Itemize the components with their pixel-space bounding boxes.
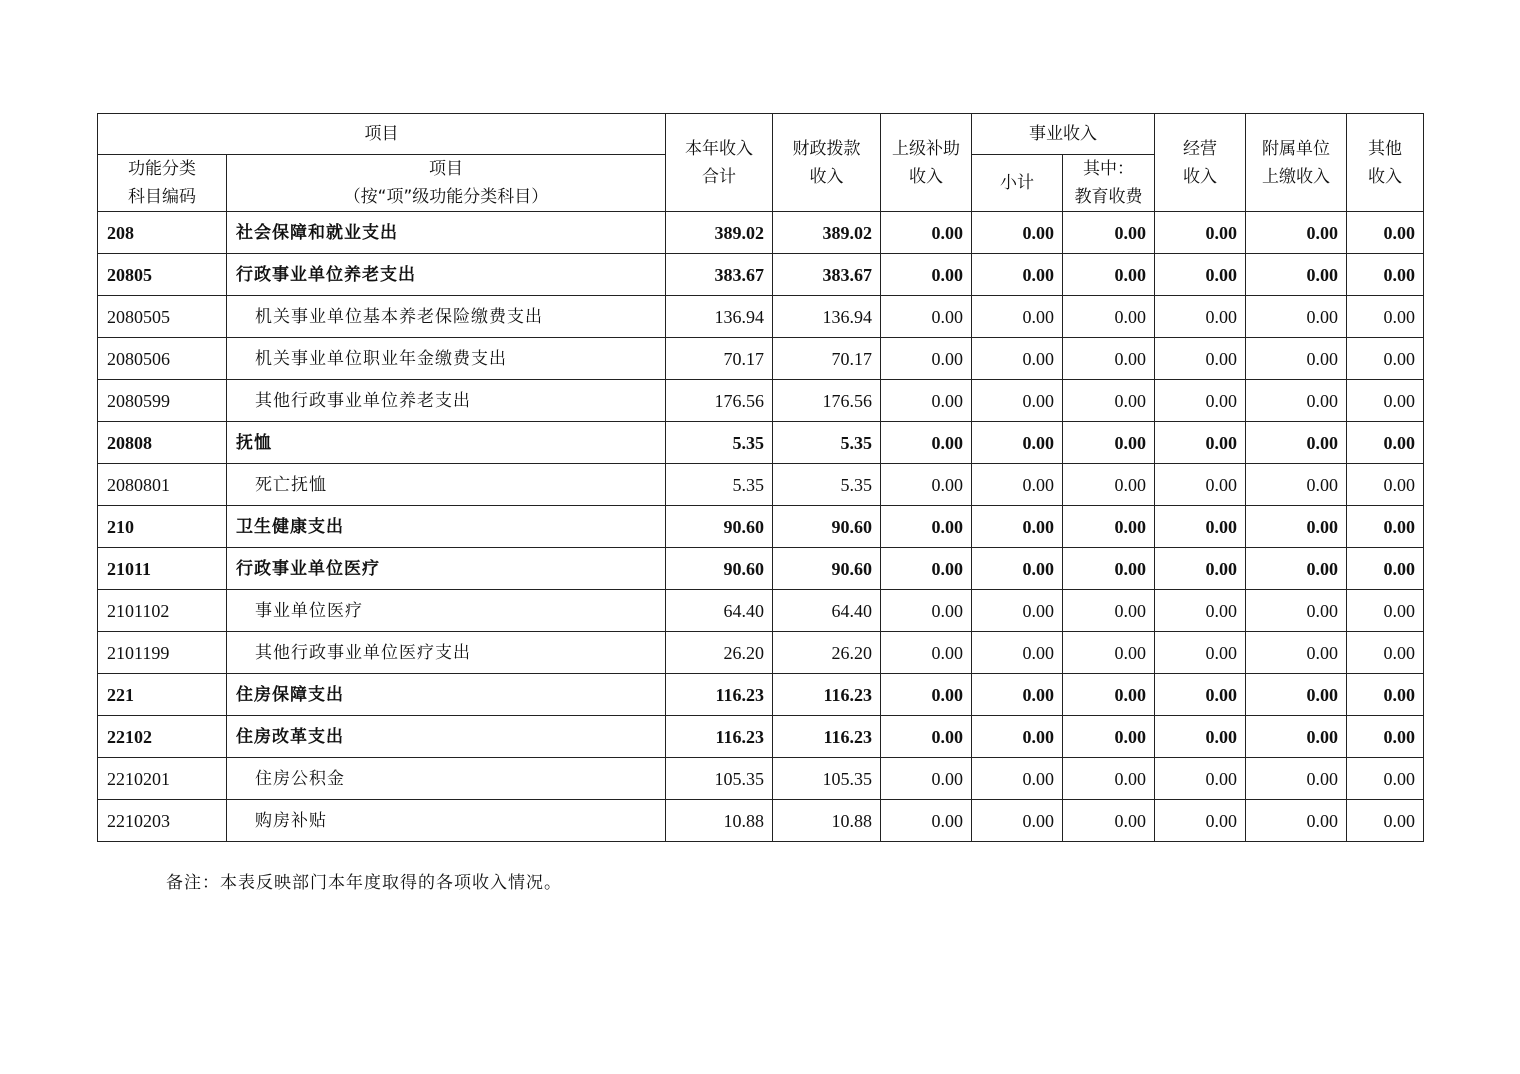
table-row bbox=[98, 464, 1424, 506]
cell-fiscal: 5.35 bbox=[773, 464, 881, 506]
cell-name: 机关事业单位基本养老保险缴费支出 bbox=[227, 296, 666, 338]
cell-other: 0.00 bbox=[1347, 590, 1424, 632]
cell-fiscal: 26.20 bbox=[773, 632, 881, 674]
cell-total: 389.02 bbox=[666, 212, 773, 254]
cell-affiliated: 0.00 bbox=[1246, 548, 1347, 590]
cell-name: 其他行政事业单位养老支出 bbox=[227, 380, 666, 422]
table-row bbox=[98, 716, 1424, 758]
cell-code: 2080505 bbox=[98, 296, 227, 338]
cell-edu: 0.00 bbox=[1063, 464, 1155, 506]
cell-code: 2101102 bbox=[98, 590, 227, 632]
cell-affiliated: 0.00 bbox=[1246, 800, 1347, 842]
cell-superior: 0.00 bbox=[881, 758, 972, 800]
cell-superior: 0.00 bbox=[881, 464, 972, 506]
cell-affiliated: 0.00 bbox=[1246, 422, 1347, 464]
cell-subtotal: 0.00 bbox=[972, 800, 1063, 842]
cell-subtotal: 0.00 bbox=[972, 380, 1063, 422]
cell-subtotal: 0.00 bbox=[972, 506, 1063, 548]
cell-code: 20805 bbox=[98, 254, 227, 296]
cell-affiliated: 0.00 bbox=[1246, 716, 1347, 758]
cell-edu: 0.00 bbox=[1063, 296, 1155, 338]
cell-operating: 0.00 bbox=[1155, 296, 1246, 338]
cell-subtotal: 0.00 bbox=[972, 296, 1063, 338]
cell-subtotal: 0.00 bbox=[972, 716, 1063, 758]
cell-other: 0.00 bbox=[1347, 338, 1424, 380]
cell-superior: 0.00 bbox=[881, 632, 972, 674]
table-row bbox=[98, 296, 1424, 338]
cell-subtotal: 0.00 bbox=[972, 590, 1063, 632]
cell-total: 5.35 bbox=[666, 464, 773, 506]
cell-superior: 0.00 bbox=[881, 380, 972, 422]
table-row bbox=[98, 422, 1424, 464]
cell-subtotal: 0.00 bbox=[972, 548, 1063, 590]
cell-superior: 0.00 bbox=[881, 254, 972, 296]
cell-code: 221 bbox=[98, 674, 227, 716]
cell-operating: 0.00 bbox=[1155, 506, 1246, 548]
cell-fiscal: 5.35 bbox=[773, 422, 881, 464]
header-business-income: 事业收入 bbox=[972, 114, 1155, 155]
table-row bbox=[98, 674, 1424, 716]
cell-total: 116.23 bbox=[666, 716, 773, 758]
cell-code: 2210203 bbox=[98, 800, 227, 842]
header-fiscal: 财政拨款 收入 bbox=[773, 114, 881, 212]
cell-superior: 0.00 bbox=[881, 338, 972, 380]
cell-total: 70.17 bbox=[666, 338, 773, 380]
cell-name: 住房公积金 bbox=[227, 758, 666, 800]
cell-superior: 0.00 bbox=[881, 506, 972, 548]
cell-code: 22102 bbox=[98, 716, 227, 758]
cell-affiliated: 0.00 bbox=[1246, 464, 1347, 506]
cell-code: 21011 bbox=[98, 548, 227, 590]
header-superior: 上级补助 收入 bbox=[881, 114, 972, 212]
cell-affiliated: 0.00 bbox=[1246, 506, 1347, 548]
cell-edu: 0.00 bbox=[1063, 800, 1155, 842]
cell-edu: 0.00 bbox=[1063, 254, 1155, 296]
cell-affiliated: 0.00 bbox=[1246, 674, 1347, 716]
cell-fiscal: 116.23 bbox=[773, 674, 881, 716]
cell-affiliated: 0.00 bbox=[1246, 254, 1347, 296]
header-affiliated: 附属单位 上缴收入 bbox=[1246, 114, 1347, 212]
header-operating: 经营 收入 bbox=[1155, 114, 1246, 212]
cell-code: 2080801 bbox=[98, 464, 227, 506]
cell-operating: 0.00 bbox=[1155, 338, 1246, 380]
header-subtotal: 小计 bbox=[972, 155, 1063, 212]
cell-operating: 0.00 bbox=[1155, 380, 1246, 422]
cell-name: 卫生健康支出 bbox=[227, 506, 666, 548]
cell-code: 2080506 bbox=[98, 338, 227, 380]
cell-superior: 0.00 bbox=[881, 800, 972, 842]
cell-code: 2080599 bbox=[98, 380, 227, 422]
cell-total: 105.35 bbox=[666, 758, 773, 800]
cell-superior: 0.00 bbox=[881, 212, 972, 254]
cell-operating: 0.00 bbox=[1155, 422, 1246, 464]
cell-code: 208 bbox=[98, 212, 227, 254]
cell-other: 0.00 bbox=[1347, 548, 1424, 590]
cell-edu: 0.00 bbox=[1063, 338, 1155, 380]
cell-other: 0.00 bbox=[1347, 464, 1424, 506]
cell-fiscal: 70.17 bbox=[773, 338, 881, 380]
cell-affiliated: 0.00 bbox=[1246, 632, 1347, 674]
cell-operating: 0.00 bbox=[1155, 674, 1246, 716]
table-row bbox=[98, 338, 1424, 380]
cell-code: 2210201 bbox=[98, 758, 227, 800]
cell-name: 事业单位医疗 bbox=[227, 590, 666, 632]
cell-affiliated: 0.00 bbox=[1246, 212, 1347, 254]
cell-name: 死亡抚恤 bbox=[227, 464, 666, 506]
cell-total: 383.67 bbox=[666, 254, 773, 296]
cell-other: 0.00 bbox=[1347, 212, 1424, 254]
cell-total: 90.60 bbox=[666, 548, 773, 590]
header-row-1 bbox=[98, 114, 1424, 155]
cell-total: 5.35 bbox=[666, 422, 773, 464]
cell-subtotal: 0.00 bbox=[972, 632, 1063, 674]
cell-subtotal: 0.00 bbox=[972, 422, 1063, 464]
cell-name: 住房保障支出 bbox=[227, 674, 666, 716]
table-row bbox=[98, 758, 1424, 800]
header-item: 项目 （按“项”级功能分类科目） bbox=[227, 155, 666, 212]
cell-other: 0.00 bbox=[1347, 716, 1424, 758]
footnote: 备注：本表反映部门本年度取得的各项收入情况。 bbox=[166, 873, 562, 893]
cell-total: 116.23 bbox=[666, 674, 773, 716]
cell-operating: 0.00 bbox=[1155, 212, 1246, 254]
cell-superior: 0.00 bbox=[881, 422, 972, 464]
cell-superior: 0.00 bbox=[881, 716, 972, 758]
cell-subtotal: 0.00 bbox=[972, 464, 1063, 506]
cell-edu: 0.00 bbox=[1063, 632, 1155, 674]
cell-operating: 0.00 bbox=[1155, 590, 1246, 632]
table-row bbox=[98, 254, 1424, 296]
header-other: 其他 收入 bbox=[1347, 114, 1424, 212]
cell-name: 行政事业单位医疗 bbox=[227, 548, 666, 590]
cell-name: 机关事业单位职业年金缴费支出 bbox=[227, 338, 666, 380]
cell-total: 90.60 bbox=[666, 506, 773, 548]
cell-total: 136.94 bbox=[666, 296, 773, 338]
cell-other: 0.00 bbox=[1347, 254, 1424, 296]
cell-name: 住房改革支出 bbox=[227, 716, 666, 758]
cell-subtotal: 0.00 bbox=[972, 758, 1063, 800]
cell-superior: 0.00 bbox=[881, 296, 972, 338]
cell-total: 26.20 bbox=[666, 632, 773, 674]
income-table bbox=[97, 113, 1424, 842]
cell-operating: 0.00 bbox=[1155, 716, 1246, 758]
cell-other: 0.00 bbox=[1347, 422, 1424, 464]
cell-other: 0.00 bbox=[1347, 758, 1424, 800]
cell-other: 0.00 bbox=[1347, 632, 1424, 674]
table-row bbox=[98, 548, 1424, 590]
table-row bbox=[98, 590, 1424, 632]
cell-other: 0.00 bbox=[1347, 800, 1424, 842]
table-row bbox=[98, 212, 1424, 254]
cell-total: 10.88 bbox=[666, 800, 773, 842]
cell-affiliated: 0.00 bbox=[1246, 590, 1347, 632]
cell-edu: 0.00 bbox=[1063, 716, 1155, 758]
cell-edu: 0.00 bbox=[1063, 674, 1155, 716]
cell-subtotal: 0.00 bbox=[972, 338, 1063, 380]
cell-fiscal: 383.67 bbox=[773, 254, 881, 296]
cell-fiscal: 105.35 bbox=[773, 758, 881, 800]
header-edu: 其中： 教育收费 bbox=[1063, 155, 1155, 212]
cell-fiscal: 10.88 bbox=[773, 800, 881, 842]
cell-fiscal: 176.56 bbox=[773, 380, 881, 422]
cell-operating: 0.00 bbox=[1155, 758, 1246, 800]
cell-other: 0.00 bbox=[1347, 506, 1424, 548]
cell-total: 176.56 bbox=[666, 380, 773, 422]
cell-edu: 0.00 bbox=[1063, 506, 1155, 548]
cell-edu: 0.00 bbox=[1063, 548, 1155, 590]
cell-fiscal: 64.40 bbox=[773, 590, 881, 632]
cell-total: 64.40 bbox=[666, 590, 773, 632]
cell-code: 20808 bbox=[98, 422, 227, 464]
cell-edu: 0.00 bbox=[1063, 590, 1155, 632]
cell-other: 0.00 bbox=[1347, 674, 1424, 716]
cell-operating: 0.00 bbox=[1155, 548, 1246, 590]
cell-operating: 0.00 bbox=[1155, 464, 1246, 506]
cell-fiscal: 90.60 bbox=[773, 506, 881, 548]
header-func-code: 功能分类 科目编码 bbox=[98, 155, 227, 212]
cell-code: 210 bbox=[98, 506, 227, 548]
cell-subtotal: 0.00 bbox=[972, 254, 1063, 296]
table-row bbox=[98, 380, 1424, 422]
cell-edu: 0.00 bbox=[1063, 758, 1155, 800]
cell-subtotal: 0.00 bbox=[972, 674, 1063, 716]
cell-superior: 0.00 bbox=[881, 674, 972, 716]
cell-name: 抚恤 bbox=[227, 422, 666, 464]
cell-affiliated: 0.00 bbox=[1246, 338, 1347, 380]
cell-name: 行政事业单位养老支出 bbox=[227, 254, 666, 296]
cell-other: 0.00 bbox=[1347, 380, 1424, 422]
cell-edu: 0.00 bbox=[1063, 380, 1155, 422]
cell-superior: 0.00 bbox=[881, 590, 972, 632]
cell-superior: 0.00 bbox=[881, 548, 972, 590]
cell-fiscal: 116.23 bbox=[773, 716, 881, 758]
cell-affiliated: 0.00 bbox=[1246, 380, 1347, 422]
table-row bbox=[98, 800, 1424, 842]
cell-name: 社会保障和就业支出 bbox=[227, 212, 666, 254]
cell-code: 2101199 bbox=[98, 632, 227, 674]
cell-subtotal: 0.00 bbox=[972, 212, 1063, 254]
cell-name: 其他行政事业单位医疗支出 bbox=[227, 632, 666, 674]
cell-fiscal: 389.02 bbox=[773, 212, 881, 254]
header-total: 本年收入 合计 bbox=[666, 114, 773, 212]
cell-operating: 0.00 bbox=[1155, 254, 1246, 296]
cell-edu: 0.00 bbox=[1063, 212, 1155, 254]
cell-operating: 0.00 bbox=[1155, 632, 1246, 674]
table-row bbox=[98, 506, 1424, 548]
table-row bbox=[98, 632, 1424, 674]
cell-affiliated: 0.00 bbox=[1246, 758, 1347, 800]
cell-operating: 0.00 bbox=[1155, 800, 1246, 842]
cell-affiliated: 0.00 bbox=[1246, 296, 1347, 338]
cell-other: 0.00 bbox=[1347, 296, 1424, 338]
cell-fiscal: 90.60 bbox=[773, 548, 881, 590]
cell-fiscal: 136.94 bbox=[773, 296, 881, 338]
header-project: 项目 bbox=[98, 114, 666, 155]
cell-name: 购房补贴 bbox=[227, 800, 666, 842]
cell-edu: 0.00 bbox=[1063, 422, 1155, 464]
